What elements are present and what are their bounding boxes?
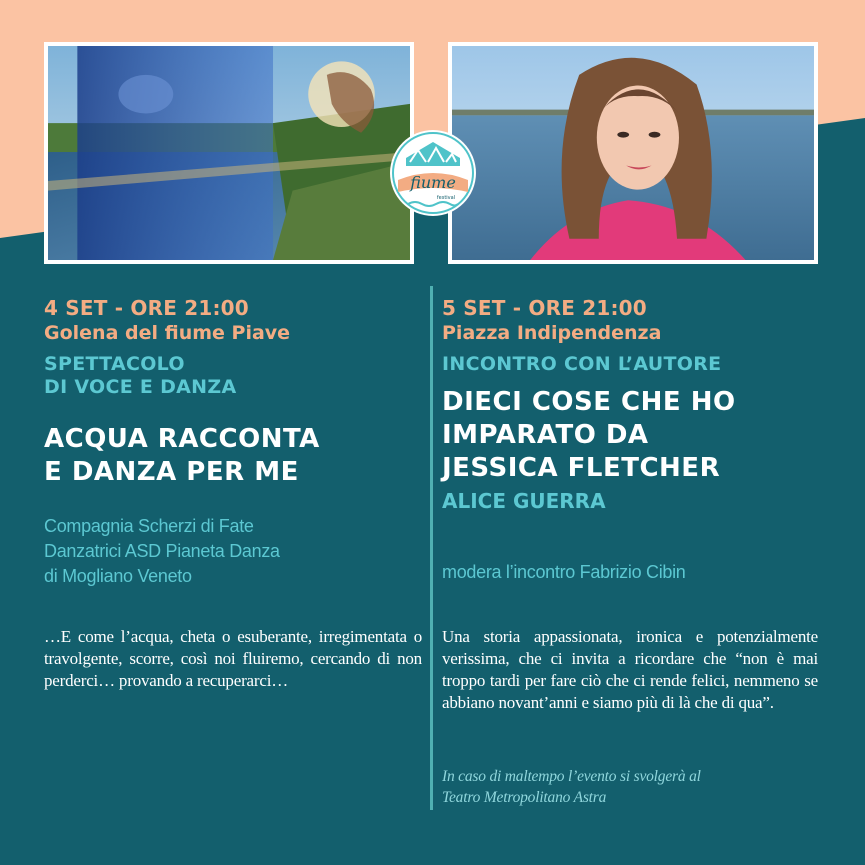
event-left-category: SPETTACOLO DI VOCE E DANZA — [44, 353, 237, 398]
event-right-place: Piazza Indipendenza — [442, 322, 662, 344]
svg-text:festival: festival — [436, 195, 456, 201]
event-left-place: Golena del fiume Piave — [44, 322, 291, 344]
event-right — [442, 296, 820, 513]
fiume-festival-logo — [388, 128, 478, 218]
event-left-description: …E come l’acqua, cheta o esuberante, irregimentata o travolgente, scorre, così noi fluiremo, cercando di non perderci… provando a recuperarci… — [44, 627, 422, 690]
event-left-datetime: 4 SET - ORE 21:00 — [44, 296, 249, 320]
event-right-moderator: modera l’incontro Fabrizio Cibin — [442, 562, 686, 582]
event-right-author: ALICE GUERRA — [442, 489, 606, 513]
river-dance-photo — [44, 42, 414, 264]
author-portrait-photo — [448, 42, 818, 264]
event-left — [44, 296, 424, 489]
event-left-credits: Compagnia Scherzi di Fate Danzatrici ASD Pianeta Danza di Mogliano Veneto — [44, 516, 280, 586]
event-left-title: ACQUA RACCONTA E DANZA PER ME — [44, 424, 320, 487]
column-divider — [430, 286, 433, 810]
event-right-weather-note: In caso di maltempo l’evento si svolgerà al Teatro Metropolitano Astra — [442, 768, 701, 806]
event-right-category: INCONTRO CON L’AUTORE — [442, 353, 722, 375]
event-right-description: Una storia appassionata, ironica e potenzialmente verissima, che ci invita a ricordare che “non è mai troppo tardi per fare ciò che ci rende felici, nemmeno se abbiano novant’anni e siamo più di là che di qua”. — [442, 627, 818, 712]
svg-text:fiume: fiume — [410, 173, 456, 192]
event-right-datetime: 5 SET - ORE 21:00 — [442, 296, 647, 320]
event-right-title: DIECI COSE CHE HO IMPARATO DA JESSICA FLETCHER — [442, 387, 736, 483]
